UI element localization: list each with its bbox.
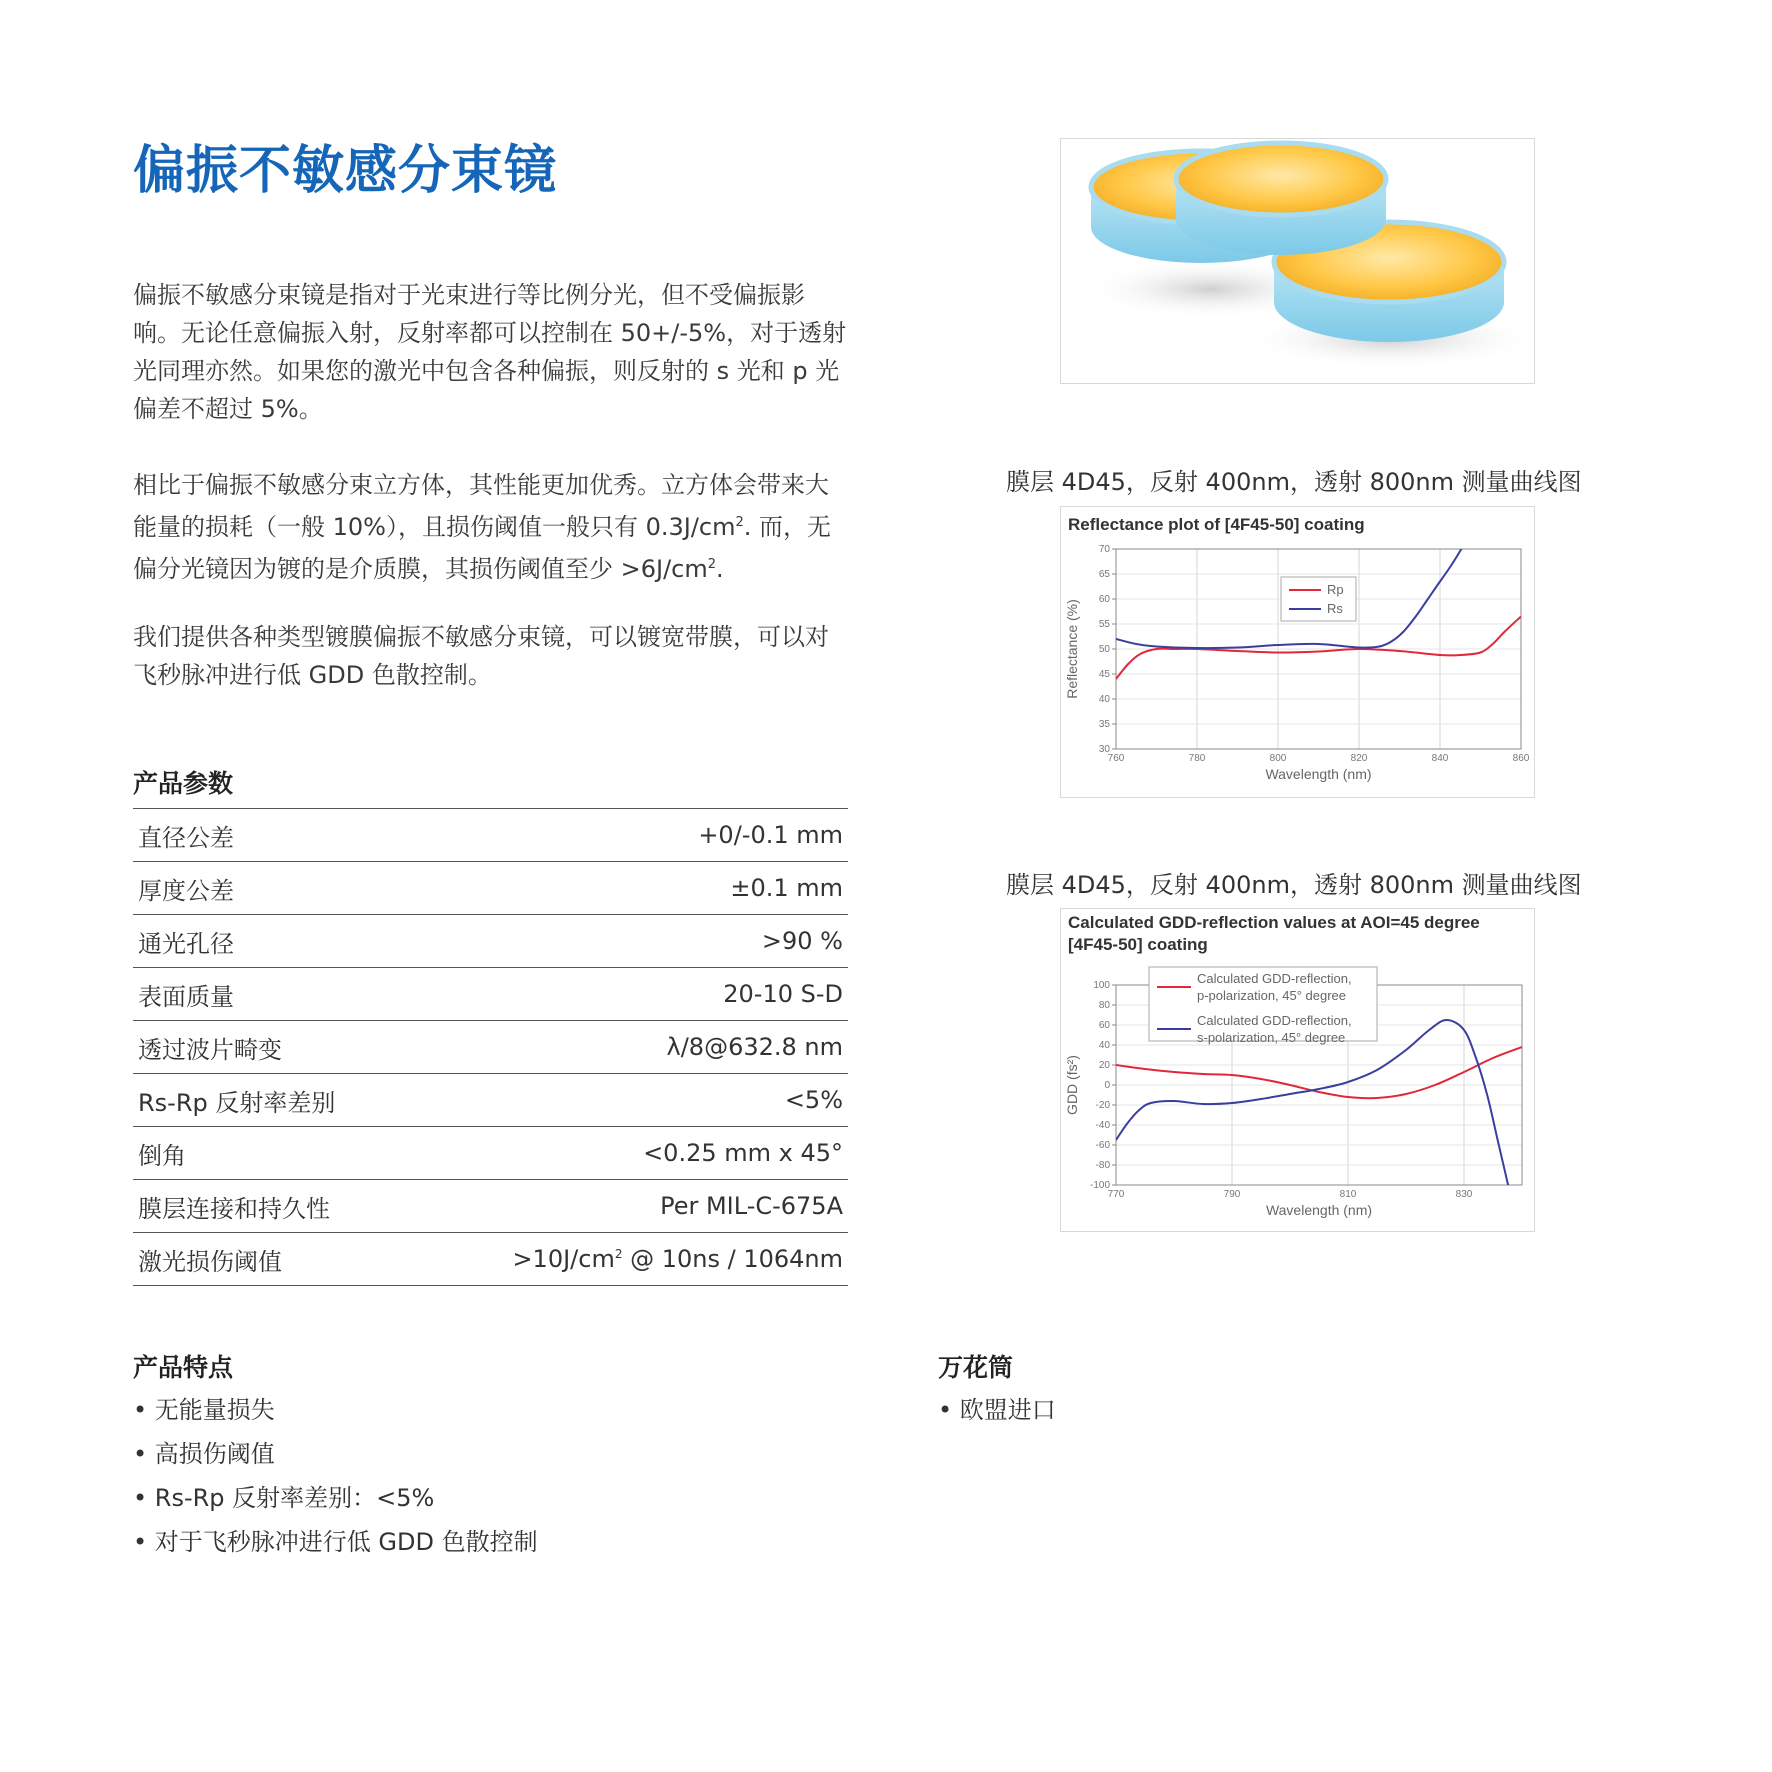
- spec-label: 直径公差: [138, 823, 234, 852]
- y-tick-label: -80: [1095, 1160, 1110, 1171]
- spec-value: Per MIL-C-675A: [660, 1192, 843, 1220]
- spec-value: <5%: [784, 1086, 843, 1114]
- reflectance-chart-svg: [1061, 507, 1534, 797]
- spec-value: 20-10 S-D: [723, 980, 843, 1008]
- x-tick-label: 820: [1350, 753, 1368, 764]
- table-row: [133, 1127, 848, 1180]
- y-tick-label: 60: [1098, 594, 1110, 605]
- coating-paragraph: [133, 618, 848, 694]
- chart-title: Calculated GDD-reflection values at AOI=45 degree: [1068, 913, 1480, 932]
- x-tick-label: 780: [1188, 753, 1206, 764]
- x-tick-label: 860: [1512, 753, 1530, 764]
- table-row: [133, 915, 848, 968]
- y-tick-label: 20: [1098, 1060, 1110, 1071]
- intro-paragraph: [133, 276, 848, 428]
- x-tick-label: 800: [1269, 753, 1287, 764]
- y-tick-label: -60: [1095, 1140, 1110, 1151]
- x-tick-label: 840: [1431, 753, 1449, 764]
- spec-label: 表面质量: [138, 982, 234, 1011]
- table-row: [133, 1233, 848, 1286]
- x-tick-label: 830: [1455, 1189, 1473, 1200]
- x-axis-label: Wavelength (nm): [1265, 766, 1372, 782]
- chart1-caption: 膜层 4D45，反射 400nm，透射 800nm 测量曲线图: [1006, 468, 1582, 496]
- spec-value: $>10J/cm^2$ @ 10ns / 1064nm: [512, 1245, 843, 1273]
- y-tick-label: 35: [1098, 719, 1110, 730]
- list-item: • 对于飞秒脉冲进行低 GDD 色散控制: [133, 1528, 538, 1556]
- spec-label: 激光损伤阈值: [138, 1247, 282, 1276]
- chart-subtitle: [4F45-50] coating: [1068, 935, 1208, 954]
- spec-label: 通光孔径: [138, 929, 234, 958]
- y-tick-label: 100: [1093, 980, 1110, 991]
- x-tick-label: 770: [1107, 1189, 1125, 1200]
- y-tick-label: 60: [1098, 1020, 1110, 1031]
- table-row: [133, 1074, 848, 1127]
- x-tick-label: 810: [1339, 1189, 1357, 1200]
- brand-heading: 万花筒: [938, 1353, 1014, 1382]
- spec-value: ±0.1 mm: [730, 874, 843, 902]
- spec-label: 倒角: [138, 1141, 186, 1170]
- y-tick-label: -100: [1089, 1180, 1110, 1191]
- y-tick-label: 50: [1098, 644, 1110, 655]
- legend-label: p-polarization, 45° degree: [1197, 988, 1347, 1003]
- list-item: • 欧盟进口: [938, 1396, 1056, 1424]
- table-row: [133, 1180, 848, 1233]
- legend-label: Calculated GDD-reflection,: [1197, 1013, 1352, 1028]
- y-tick-label: 30: [1098, 744, 1110, 755]
- legend-label: Rs: [1327, 601, 1343, 616]
- y-tick-label: 55: [1098, 619, 1110, 630]
- y-axis-label: Reflectance (%): [1064, 599, 1080, 699]
- paragraph-text: 我们提供各种类型镀膜偏振不敏感分束镜，可以镀宽带膜，可以对飞秒脉冲进行低 GDD 色散控制。: [133, 623, 829, 689]
- specs-table: [133, 808, 848, 1286]
- gdd-chart-svg: [1061, 909, 1534, 1231]
- y-tick-label: 70: [1098, 544, 1110, 555]
- paragraph-text: 相比于偏振不敏感分束立方体，其性能更加优秀。立方体会带来大能量的损耗（一般 10%），且损伤阈值一般只有 $0.3J/cm^2$. 而，无偏分光镜因为镀的是介质膜，其损伤阈值至少 $>6J/cm^2$.: [133, 471, 832, 583]
- spec-value: λ/8@632.8 nm: [666, 1033, 843, 1061]
- legend-label: Rp: [1327, 582, 1344, 597]
- y-tick-label: 45: [1098, 669, 1110, 680]
- page-title: 偏振不敏感分束镜: [133, 141, 558, 201]
- spec-label: 透过波片畸变: [138, 1035, 282, 1064]
- y-tick-label: -20: [1095, 1100, 1110, 1111]
- table-row: [133, 862, 848, 915]
- spec-value: +0/-0.1 mm: [698, 821, 843, 849]
- chart-title: Reflectance plot of [4F45-50] coating: [1068, 515, 1365, 534]
- features-list: [133, 1388, 538, 1564]
- y-axis-label: GDD (fs²): [1064, 1055, 1080, 1115]
- features-heading: 产品特点: [133, 1353, 234, 1382]
- y-tick-label: -40: [1095, 1120, 1110, 1131]
- list-item: • 高损伤阈值: [133, 1440, 275, 1468]
- y-tick-label: 0: [1104, 1080, 1110, 1091]
- y-tick-label: 40: [1098, 694, 1110, 705]
- legend-label: Calculated GDD-reflection,: [1197, 971, 1352, 986]
- chart2-caption: 膜层 4D45，反射 400nm，透射 800nm 测量曲线图: [1006, 871, 1582, 899]
- product-image: [1060, 138, 1535, 384]
- table-row: [133, 968, 848, 1021]
- spec-label: Rs-Rp 反射率差别: [138, 1088, 336, 1117]
- legend-box: [1281, 577, 1356, 621]
- spec-label: 厚度公差: [138, 876, 234, 905]
- x-tick-label: 790: [1223, 1189, 1241, 1200]
- comparison-paragraph: [133, 466, 848, 588]
- y-tick-label: 65: [1098, 569, 1110, 580]
- list-item: • 无能量损失: [133, 1396, 275, 1424]
- x-tick-label: 760: [1107, 753, 1125, 764]
- paragraph-text: 偏振不敏感分束镜是指对于光束进行等比例分光，但不受偏振影响。无论任意偏振入射，反射率都可以控制在 50+/-5%，对于透射光同理亦然。如果您的激光中包含各种偏振，则反射的 s 光和 p 光偏差不超过 5%。: [133, 281, 847, 423]
- y-tick-label: 80: [1098, 1000, 1110, 1011]
- spec-value: <0.25 mm x 45°: [643, 1139, 843, 1167]
- brand-list: [938, 1388, 1056, 1432]
- spec-value: >90 %: [761, 927, 843, 955]
- table-row: [133, 1021, 848, 1074]
- y-tick-label: 40: [1098, 1040, 1110, 1051]
- table-row: [133, 808, 848, 862]
- specs-heading: 产品参数: [133, 769, 234, 798]
- gdd-chart: [1060, 908, 1535, 1232]
- series-line-red: [1116, 1047, 1522, 1098]
- series-line-blue: [1116, 1020, 1510, 1195]
- beamsplitter-lenses-illustration: [1061, 139, 1534, 383]
- legend-label: s-polarization, 45° degree: [1197, 1030, 1346, 1045]
- x-axis-label: Wavelength (nm): [1265, 1202, 1373, 1218]
- spec-label: 膜层连接和持久性: [138, 1194, 330, 1223]
- reflectance-chart: [1060, 506, 1535, 798]
- list-item: • Rs-Rp 反射率差别：<5%: [133, 1484, 435, 1512]
